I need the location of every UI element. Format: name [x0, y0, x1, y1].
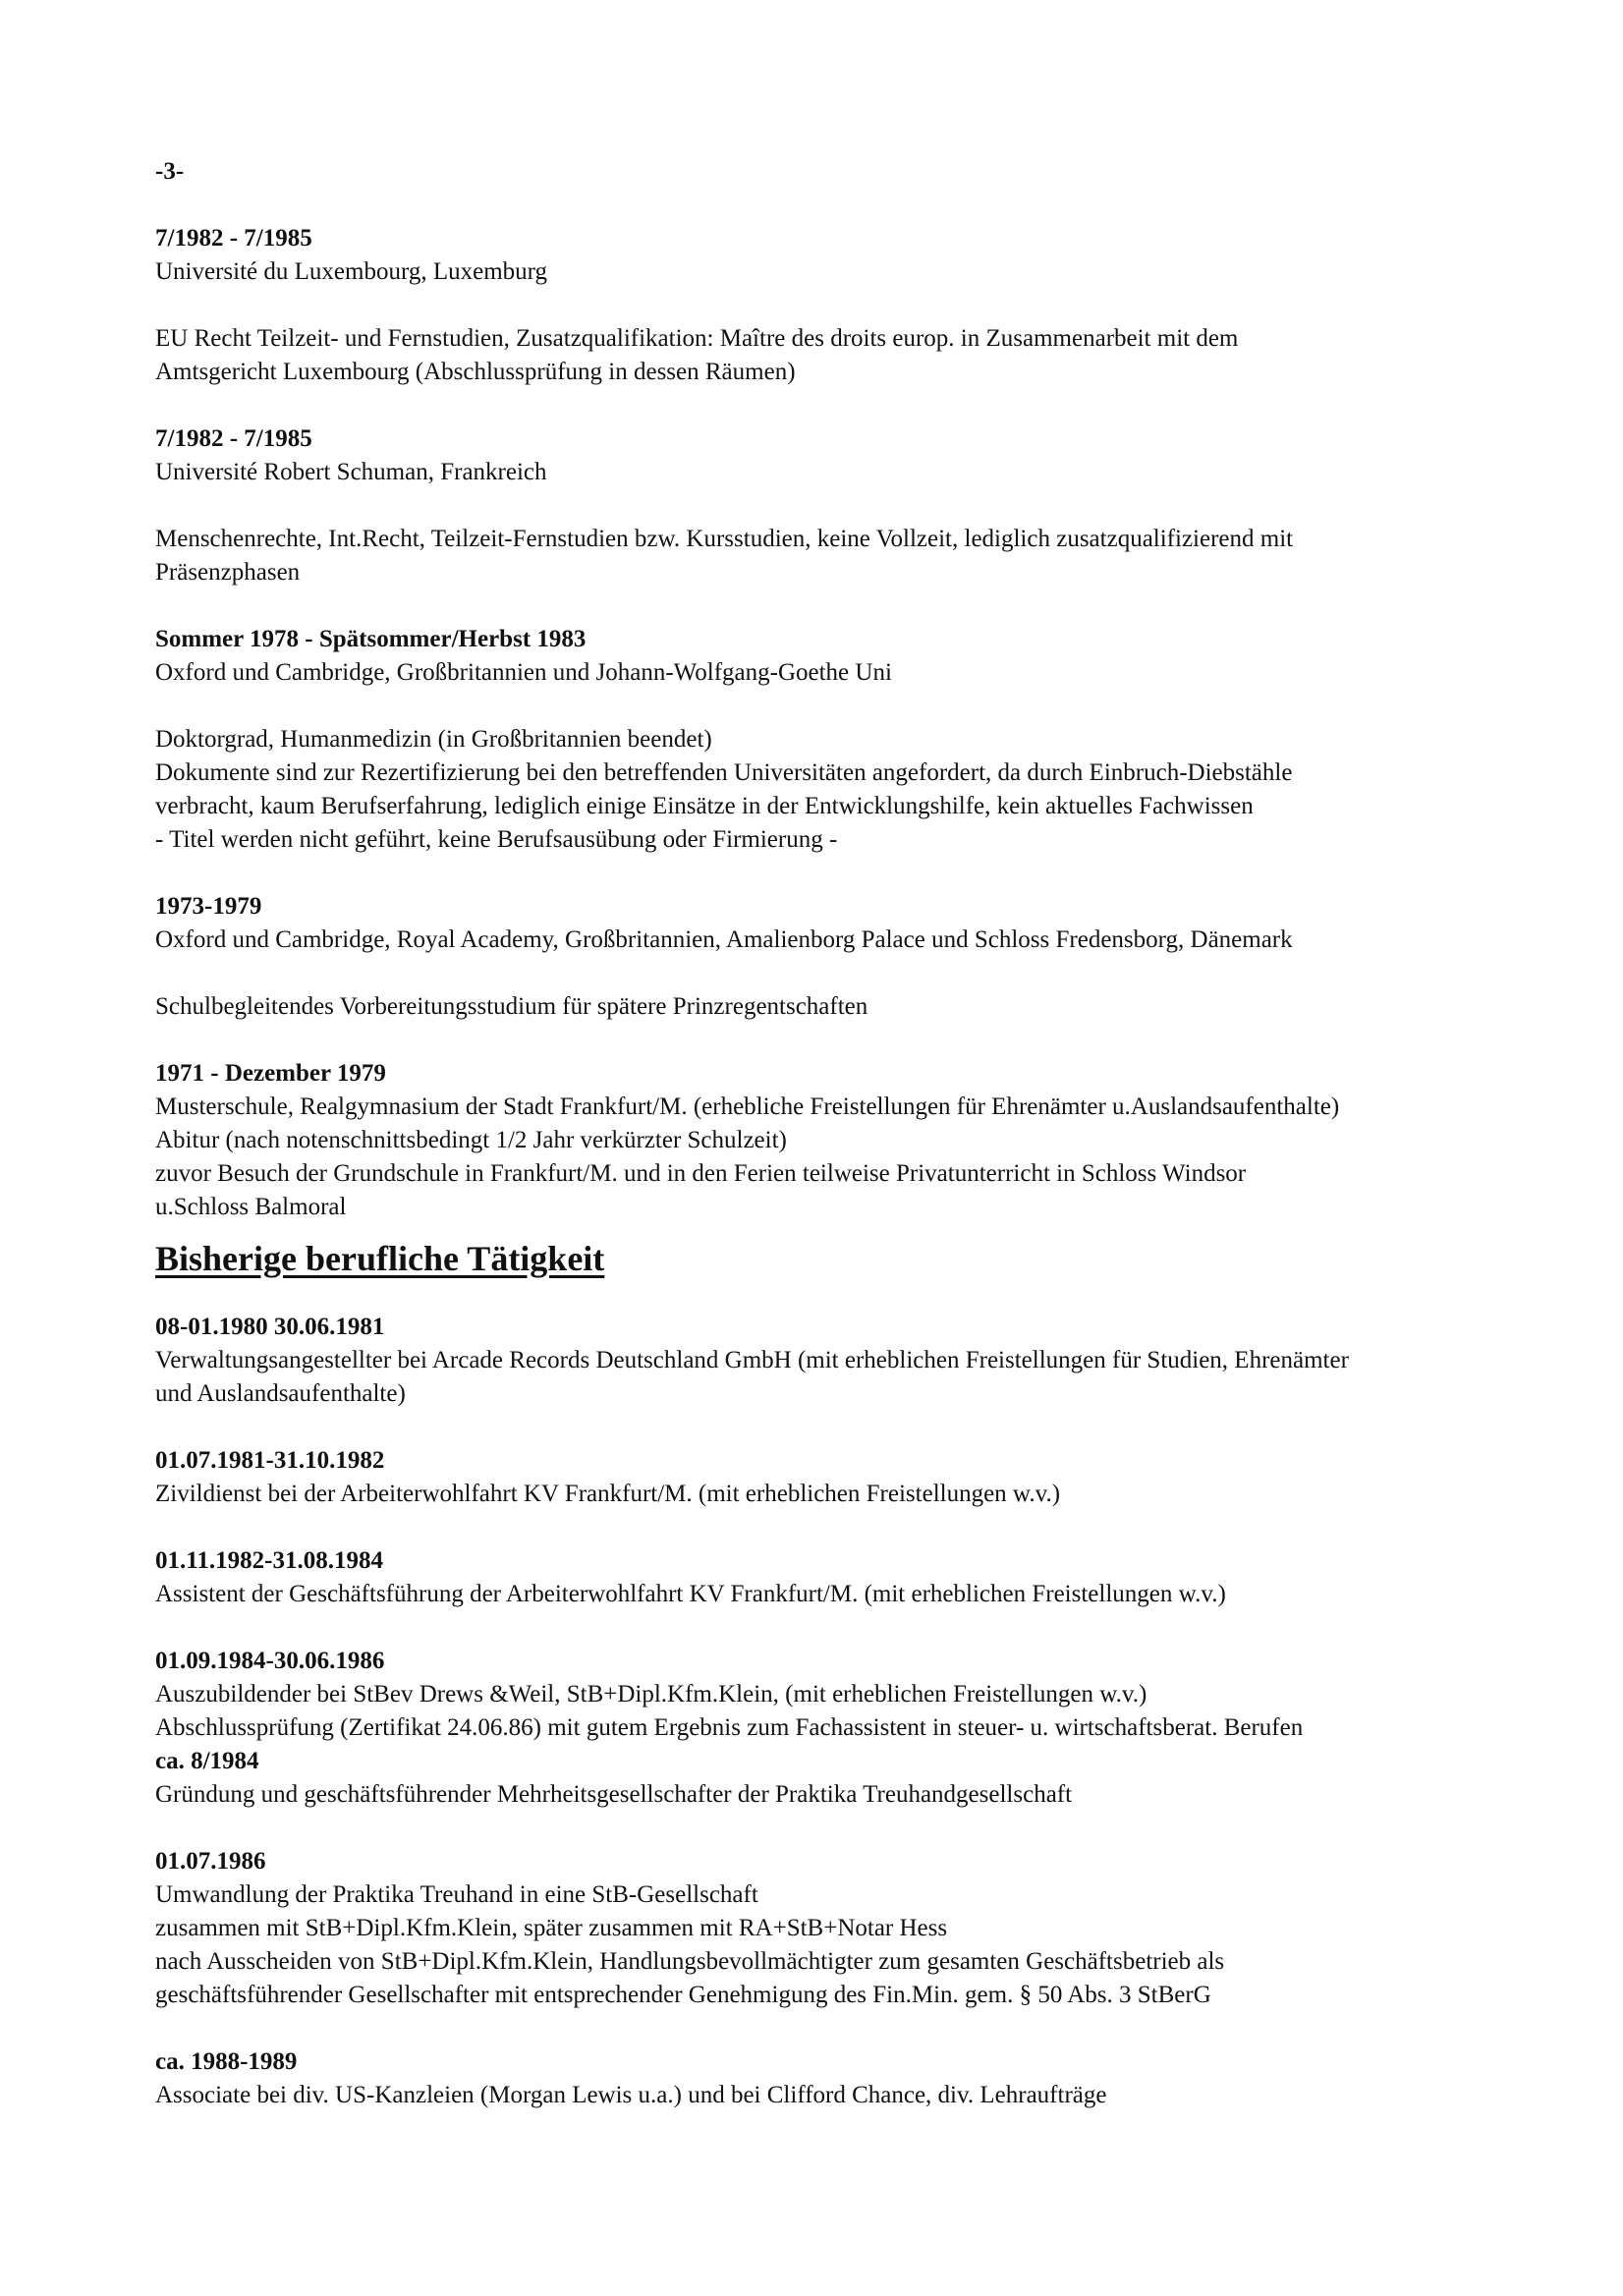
entry-line: Zivildienst bei der Arbeiterwohlfahrt KV Frankfurt/M. (mit erheblichen Freistellungen w.v.): [155, 1481, 1061, 1507]
entry-institution: Université du Luxembourg, Luxemburg: [155, 258, 548, 285]
career-entry: [155, 1845, 1511, 2012]
career-entry: [155, 1444, 1511, 1511]
entry-date: ca. 8/1984: [155, 1748, 259, 1774]
entry-line: Abschlussprüfung (Zertifikat 24.06.86) mit gutem Ergebnis zum Fachassistent in steuer- u. wirtschaftsberat. Berufen: [155, 1714, 1304, 1741]
entry-detail: Doktorgrad, Humanmedizin (in Großbritannien beendet): [155, 726, 712, 753]
document-body: [155, 155, 1511, 2146]
entry-line: Associate bei div. US-Kanzleien (Morgan Lewis u.a.) und bei Clifford Chance, div. Lehraufträge: [155, 2082, 1107, 2108]
entry-line: Assistent der Geschäftsführung der Arbeiterwohlfahrt KV Frankfurt/M. (mit erheblichen Freistellungen w.v.): [155, 1581, 1226, 1607]
career-entry: [155, 1645, 1511, 1745]
entry-date: ca. 1988-1989: [155, 2048, 298, 2075]
entry-detail: Dokumente sind zur Rezertifizierung bei den betreffenden Universitäten angefordert, da durch Einbruch-Diebstähle: [155, 759, 1293, 786]
education-entry: [155, 623, 1511, 857]
entry-line: und Auslandsaufenthalte): [155, 1380, 406, 1407]
entry-date: 01.09.1984-30.06.1986: [155, 1648, 385, 1674]
entry-line: zuvor Besuch der Grundschule in Frankfurt/M. und in den Ferien teilweise Privatunterricht in Schloss Windsor: [155, 1160, 1247, 1187]
entry-line: Auszubildender bei StBev Drews &Weil, StB+Dipl.Kfm.Klein, (mit erheblichen Freistellungen w.v.): [155, 1681, 1147, 1708]
entry-date: 08-01.1980 30.06.1981: [155, 1314, 385, 1340]
education-entry: [155, 422, 1511, 589]
entry-date: 01.11.1982-31.08.1984: [155, 1547, 383, 1574]
entry-detail: Präsenzphasen: [155, 559, 301, 586]
career-entry: [155, 1311, 1511, 1411]
entry-date: 7/1982 - 7/1985: [155, 225, 312, 252]
education-entry: [155, 1057, 1511, 1224]
entry-date: 01.07.1981-31.10.1982: [155, 1447, 385, 1474]
entry-detail: EU Recht Teilzeit- und Fernstudien, Zusatzqualifikation: Maître des droits europ. in Zusammenarbeit mit dem: [155, 325, 1239, 352]
entry-date: 7/1982 - 7/1985: [155, 425, 312, 452]
entry-detail: - Titel werden nicht geführt, keine Berufsausübung oder Firmierung -: [155, 826, 838, 853]
entry-line: Umwandlung der Praktika Treuhand in eine StB-Gesellschaft: [155, 1881, 758, 1908]
entry-detail: Schulbegleitendes Vorbereitungsstudium für spätere Prinzregentschaften: [155, 993, 868, 1020]
entry-line: zusammen mit StB+Dipl.Kfm.Klein, später zusammen mit RA+StB+Notar Hess: [155, 1915, 948, 1941]
entry-detail: Menschenrechte, Int.Recht, Teilzeit-Fernstudien bzw. Kursstudien, keine Vollzeit, lediglich zusatzqualifizierend mit: [155, 526, 1294, 552]
entry-line: geschäftsführender Gesellschafter mit entsprechender Genehmigung des Fin.Min. gem. § 50 Abs. 3 StBerG: [155, 1982, 1211, 2008]
career-entry: [155, 1745, 1511, 1812]
entry-institution: Oxford und Cambridge, Großbritannien und Johann-Wolfgang-Goethe Uni: [155, 659, 892, 686]
entry-institution: Université Robert Schuman, Frankreich: [155, 459, 547, 485]
entry-institution: Oxford und Cambridge, Royal Academy, Großbritannien, Amalienborg Palace und Schloss Fredensborg, Dänemark: [155, 926, 1293, 953]
education-entry: [155, 890, 1511, 1024]
career-entry: [155, 1544, 1511, 1611]
page-number: -3-: [155, 158, 185, 185]
entry-date: Sommer 1978 - Spätsommer/Herbst 1983: [155, 626, 587, 652]
entry-line: Abitur (nach notenschnittsbedingt 1/2 Jahr verkürzter Schulzeit): [155, 1127, 787, 1153]
entry-date: 01.07.1986: [155, 1848, 266, 1875]
education-entry: [155, 222, 1511, 389]
entry-line: Verwaltungsangestellter bei Arcade Records Deutschland GmbH (mit erheblichen Freistellungen für Studien, Ehrenämter: [155, 1347, 1349, 1373]
entry-line: nach Ausscheiden von StB+Dipl.Kfm.Klein, Handlungsbevollmächtigter zum gesamten Geschäftsbetrieb als: [155, 1948, 1225, 1975]
entry-line: u.Schloss Balmoral: [155, 1194, 347, 1220]
entry-line: Musterschule, Realgymnasium der Stadt Frankfurt/M. (erhebliche Freistellungen für Ehrenämter u.Auslandsaufenthalte): [155, 1093, 1340, 1120]
section-heading: Bisherige berufliche Tätigkeit: [155, 1239, 605, 1278]
career-entry: [155, 2045, 1511, 2112]
entry-detail: verbracht, kaum Berufserfahrung, lediglich einige Einsätze in der Entwicklungshilfe, kein aktuelles Fachwissen: [155, 793, 1254, 819]
entry-date: 1971 - Dezember 1979: [155, 1060, 386, 1087]
entry-line: Gründung und geschäftsführender Mehrheitsgesellschafter der Praktika Treuhandgesellschaft: [155, 1781, 1073, 1808]
entry-detail: Amtsgericht Luxembourg (Abschlussprüfung in dessen Räumen): [155, 359, 796, 385]
entry-date: 1973-1979: [155, 893, 262, 920]
